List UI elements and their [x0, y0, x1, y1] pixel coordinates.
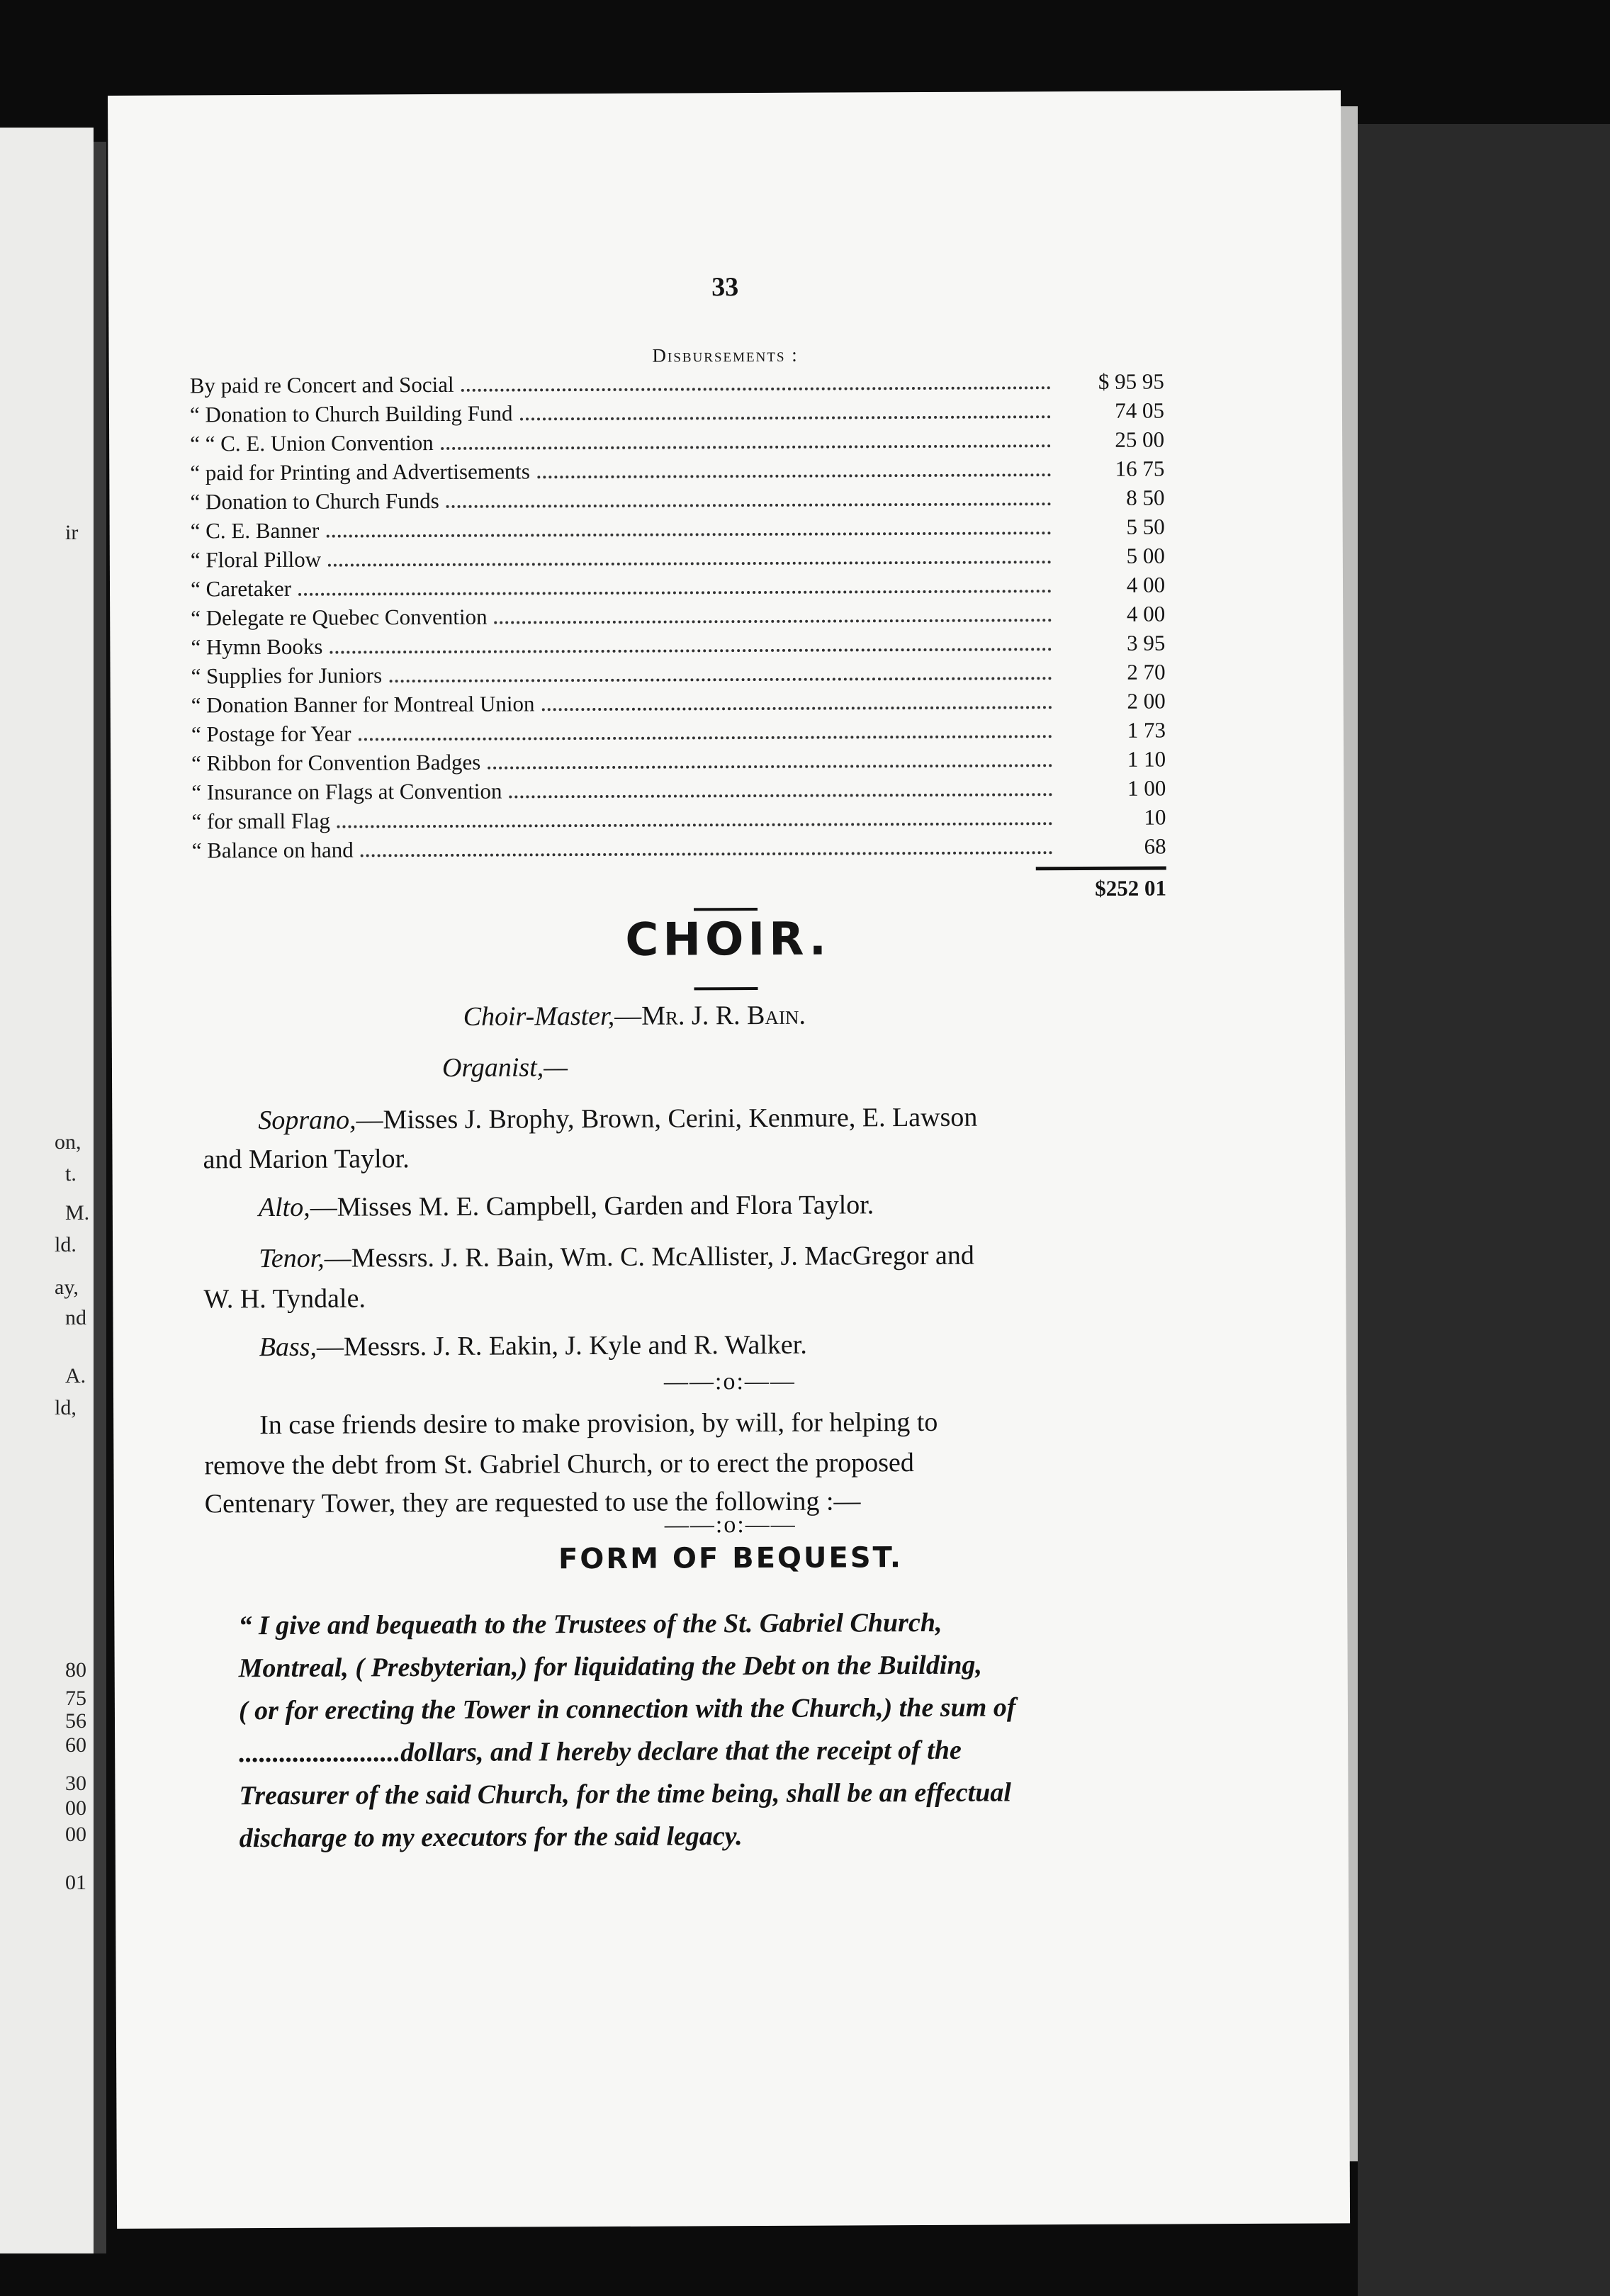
disbursements-title: Disbursements : [652, 344, 799, 366]
leader-dots [298, 590, 1052, 596]
book-page [108, 90, 1350, 2229]
ledger-row [190, 427, 1164, 460]
ledger-item-label: “ Delegate re Quebec Convention [191, 604, 488, 631]
alto-line [259, 1189, 874, 1223]
ledger-row [191, 543, 1165, 576]
ledger-item-label: “ for small Flag [191, 808, 330, 834]
ledger-row [191, 572, 1165, 605]
choir-title: CHOIR. [625, 913, 831, 967]
ledger-item-amount: 1 10 [1127, 746, 1166, 772]
ledger-row [191, 601, 1165, 634]
choir-master-name: —Mr. J. R. Bain. [614, 1000, 806, 1031]
separator-1: ——:o:—— [663, 1368, 796, 1395]
ledger-item-amount: 2 70 [1127, 659, 1166, 685]
soprano-names: —Misses J. Brophy, Brown, Cerini, Kenmure, E. Lawson [356, 1102, 978, 1135]
tenor-line [259, 1240, 974, 1274]
leader-dots [446, 502, 1052, 508]
soprano-line-2: and Marion Taylor. [203, 1144, 410, 1175]
book-gutter [94, 142, 106, 2253]
leader-dots [330, 648, 1052, 653]
ledger-item-label: “ paid for Printing and Advertisements [190, 458, 530, 485]
disbursements-total: $252 01 [1095, 875, 1166, 901]
ledger-item-amount: 1 73 [1127, 717, 1166, 743]
ledger-item-label: “ “ C. E. Union Convention [190, 429, 434, 456]
ledger-item-label: “ Donation Banner for Montreal Union [191, 691, 535, 718]
ledger-row [190, 485, 1164, 518]
left-page-fragment: M. [65, 1201, 90, 1225]
left-page-fragment: 00 [65, 1796, 86, 1820]
ledger-row [190, 398, 1164, 431]
leader-dots [541, 706, 1052, 711]
left-page-fragment: 75 [65, 1687, 86, 1710]
left-page-fragment: 60 [65, 1733, 86, 1757]
tenor-names: —Messrs. J. R. Bain, Wm. C. McAllister, J. MacGregor and [324, 1240, 974, 1273]
ledger-item-amount: 25 00 [1115, 427, 1165, 452]
leader-dots [461, 386, 1051, 392]
leader-dots [520, 415, 1051, 420]
ledger-item-amount: 10 [1144, 804, 1166, 830]
left-page-fragment: 80 [65, 1658, 86, 1682]
leader-dots [326, 531, 1051, 537]
bass-line [259, 1329, 807, 1363]
bequest-title: FORM OF BEQUEST. [558, 1541, 903, 1576]
ledger-item-amount: 4 00 [1126, 572, 1166, 597]
disbursements-ledger [190, 368, 1166, 867]
bequest-line: discharge to my executors for the said legacy. [239, 1821, 743, 1854]
tenor-role: Tenor, [259, 1243, 325, 1274]
ledger-item-amount: 5 50 [1126, 514, 1165, 539]
bequest-line: ........................dollars, and I hereby declare that the receipt of the [239, 1735, 962, 1769]
ledger-item-label: By paid re Concert and Social [189, 371, 454, 398]
alto-names: —Misses M. E. Campbell, Garden and Flora Taylor. [310, 1190, 874, 1222]
ledger-row [191, 630, 1165, 663]
page-number: 33 [711, 272, 739, 303]
left-page-fragment: on, [55, 1130, 81, 1154]
left-page-fragment: ay, [55, 1276, 79, 1299]
ledger-item-label: “ Donation to Church Building Fund [189, 400, 513, 427]
ledger-item-label: “ Caretaker [190, 575, 292, 602]
leader-dots [441, 444, 1051, 450]
title-rule-bottom [694, 987, 758, 990]
background-shadow [1358, 124, 1610, 2296]
left-page-fragment: 30 [65, 1772, 86, 1795]
leader-dots [495, 619, 1052, 624]
soprano-line [258, 1102, 977, 1136]
leader-dots [337, 822, 1053, 828]
bequest-line: “ I give and bequeath to the Trustees of the St. Gabriel Church, [238, 1607, 942, 1641]
title-rule-top [694, 908, 758, 911]
ledger-item-label: “ Hymn Books [191, 634, 323, 660]
left-page-fragment: 00 [65, 1823, 86, 1846]
request-line-3: Centenary Tower, they are requested to use the following :— [204, 1486, 861, 1519]
ledger-item-amount: 68 [1144, 833, 1166, 859]
organist-line: Organist,— [441, 1052, 568, 1083]
choir-master-line [463, 1000, 806, 1032]
ledger-item-label: “ Floral Pillow [190, 546, 322, 573]
ledger-row [191, 688, 1166, 721]
ledger-row [191, 746, 1166, 780]
left-page-fragment: 01 [65, 1871, 86, 1894]
ledger-row [190, 456, 1164, 489]
left-page-fragment: nd [65, 1306, 86, 1329]
leader-dots [537, 473, 1051, 478]
leader-dots [488, 764, 1052, 769]
ledger-row [191, 659, 1165, 692]
bass-names: —Messrs. J. R. Eakin, J. Kyle and R. Walker. [316, 1329, 807, 1362]
left-page-fragment: ir [65, 521, 79, 544]
leader-dots [328, 561, 1052, 566]
ledger-row [191, 717, 1166, 750]
ledger-item-label: “ Supplies for Juniors [191, 663, 383, 689]
left-page-fragment: A. [65, 1364, 86, 1388]
ledger-row [191, 514, 1165, 547]
alto-role: Alto, [258, 1192, 310, 1223]
soprano-role: Soprano, [258, 1105, 356, 1136]
ledger-item-amount: $ 95 95 [1098, 368, 1164, 394]
separator-2: ——:o:—— [664, 1511, 796, 1538]
ledger-item-amount: 74 05 [1115, 398, 1165, 423]
ledger-item-amount: 3 95 [1127, 630, 1166, 655]
bequest-line: Treasurer of the said Church, for the time being, shall be an effectual [239, 1777, 1011, 1811]
bass-role: Bass, [259, 1332, 317, 1363]
ledger-row [191, 804, 1166, 838]
request-line-1: In case friends desire to make provision, by will, for helping to [259, 1407, 938, 1441]
ledger-item-amount: 4 00 [1126, 601, 1166, 626]
ledger-item-label: “ Ribbon for Convention Badges [191, 749, 481, 776]
leader-dots [510, 793, 1053, 798]
ledger-item-amount: 8 50 [1126, 485, 1165, 510]
left-page-edge [0, 128, 94, 2253]
ledger-item-label: “ Donation to Church Funds [190, 488, 439, 514]
ledger-item-amount: 16 75 [1115, 456, 1165, 481]
left-page-fragment: ld, [55, 1396, 77, 1419]
ledger-item-amount: 5 00 [1126, 543, 1165, 568]
ledger-item-label: “ C. E. Banner [190, 517, 320, 544]
total-rule [1036, 866, 1166, 870]
leader-dots [389, 677, 1052, 682]
ledger-item-label: “ Insurance on Flags at Convention [191, 778, 502, 805]
ledger-item-label: “ Postage for Year [191, 721, 351, 747]
left-page-fragment: t. [65, 1162, 77, 1186]
leader-dots [361, 851, 1053, 857]
ledger-item-amount: 1 00 [1127, 775, 1166, 801]
bequest-text [238, 1600, 1178, 1859]
left-page-fragment: 56 [65, 1709, 86, 1733]
bequest-line: ( or for erecting the Tower in connection with the Church,) the sum of [238, 1692, 1016, 1726]
ledger-item-label: “ Balance on hand [191, 837, 354, 863]
ledger-item-amount: 2 00 [1127, 688, 1166, 714]
tenor-line-2: W. H. Tyndale. [203, 1283, 366, 1315]
ledger-row [192, 833, 1166, 867]
request-line-2: remove the debt from St. Gabriel Church, or to erect the proposed [204, 1448, 914, 1481]
ledger-row [190, 368, 1164, 402]
bequest-line: Montreal, ( Presbyterian,) for liquidating the Debt on the Building, [238, 1650, 983, 1684]
leader-dots [359, 735, 1052, 741]
ledger-row [191, 775, 1166, 809]
left-page-fragment: ld. [55, 1233, 77, 1256]
choir-master-role: Choir-Master, [463, 1001, 615, 1032]
